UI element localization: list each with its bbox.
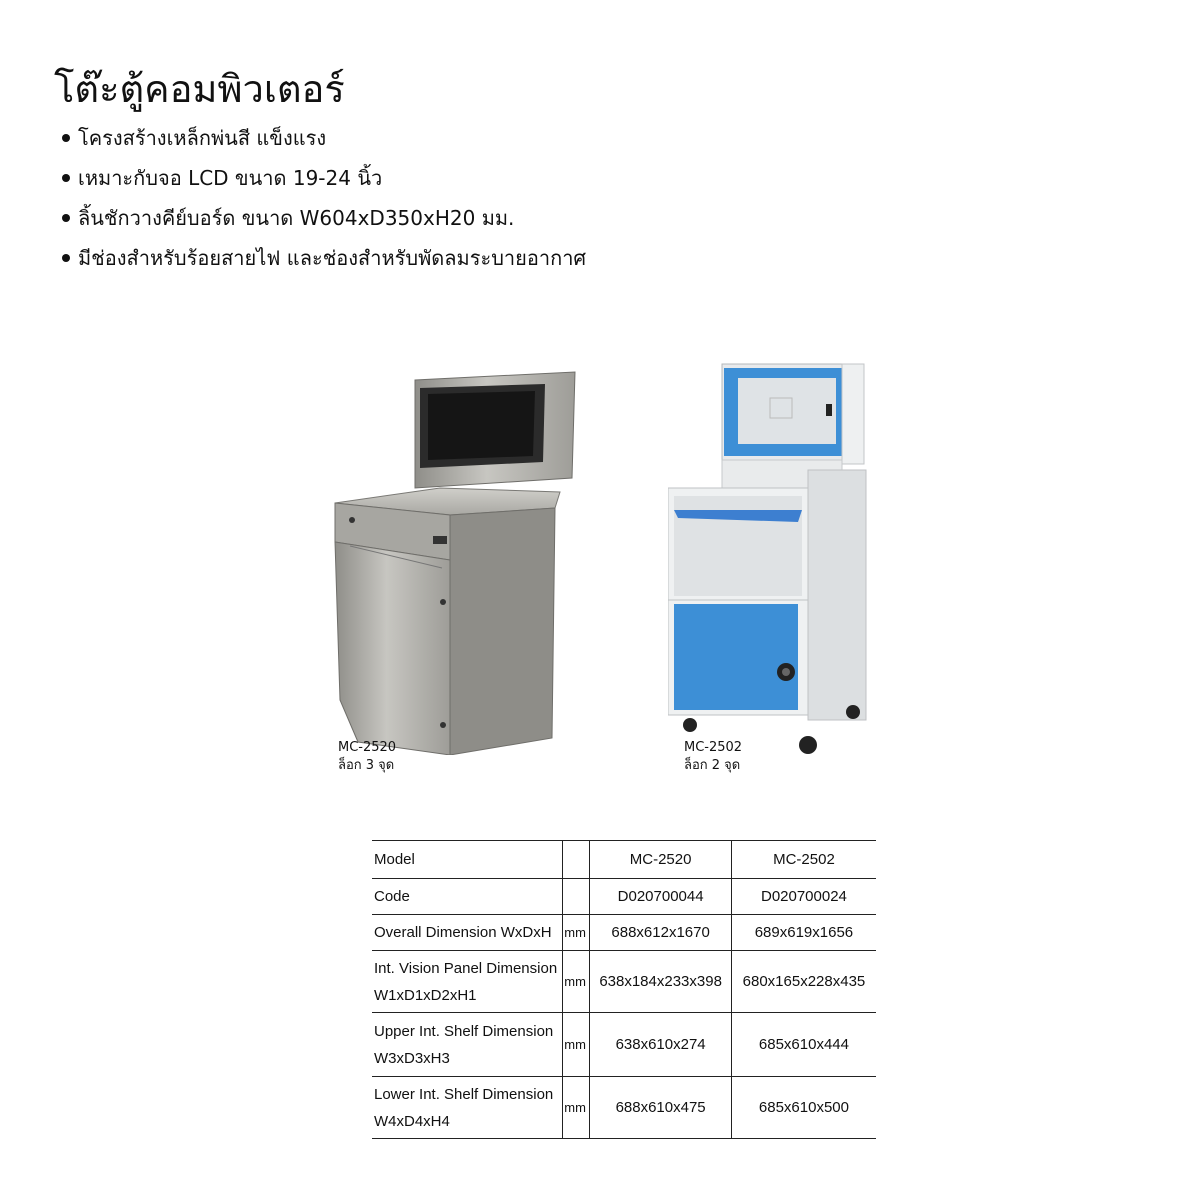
table-row bbox=[372, 1077, 876, 1139]
feature-item bbox=[62, 122, 586, 162]
feature-item bbox=[62, 202, 586, 242]
bullet-icon bbox=[62, 134, 70, 142]
unit-cell bbox=[563, 841, 590, 879]
value-mc-2502: 680x165x228x435 bbox=[731, 951, 876, 1013]
value-mc-2520: 688x610x475 bbox=[590, 1077, 732, 1139]
value-mc-2520: 638x184x233x398 bbox=[590, 951, 732, 1013]
product-lock: ล็อก 3 จุด bbox=[338, 758, 395, 773]
unit-cell: mm bbox=[563, 915, 590, 951]
row-label-line: Int. Vision Panel Dimension bbox=[374, 959, 558, 977]
header-mc-2520: MC-2520 bbox=[590, 841, 732, 879]
unit-cell bbox=[563, 879, 590, 915]
row-label-line: Upper Int. Shelf Dimension bbox=[374, 1022, 554, 1040]
feature-text: เหมาะกับจอ LCD ขนาด 19-24 นิ้ว bbox=[78, 166, 383, 190]
row-label-line: W4xD4xH4 bbox=[374, 1112, 450, 1130]
table-row bbox=[372, 879, 876, 915]
product-image-mc-2520 bbox=[330, 370, 580, 755]
row-label bbox=[372, 951, 563, 1013]
feature-text: โครงสร้างเหล็กพ่นสี แข็งแรง bbox=[78, 126, 327, 150]
table-row bbox=[372, 1013, 876, 1077]
header-label: Model bbox=[372, 841, 563, 879]
row-label-line: Lower Int. Shelf Dimension bbox=[374, 1085, 554, 1103]
value-mc-2502: 685x610x444 bbox=[731, 1013, 876, 1077]
row-label-line: W1xD1xD2xH1 bbox=[374, 986, 477, 1004]
header-mc-2502: MC-2502 bbox=[731, 841, 876, 879]
value-mc-2520: 688x612x1670 bbox=[590, 915, 732, 951]
value-mc-2502: D020700024 bbox=[731, 879, 876, 915]
table-header-row bbox=[372, 841, 876, 879]
feature-list bbox=[62, 122, 586, 282]
bullet-icon bbox=[62, 214, 70, 222]
row-label bbox=[372, 1077, 563, 1139]
feature-item bbox=[62, 162, 586, 202]
unit-cell: mm bbox=[563, 951, 590, 1013]
value-mc-2502: 689x619x1656 bbox=[731, 915, 876, 951]
feature-text: มีช่องสำหรับร้อยสายไฟ และช่องสำหรับพัดลมระบายอากาศ bbox=[78, 246, 587, 270]
bullet-icon bbox=[62, 174, 70, 182]
unit-cell: mm bbox=[563, 1013, 590, 1077]
bullet-icon bbox=[62, 254, 70, 262]
row-label: Code bbox=[372, 879, 563, 915]
row-label: Overall Dimension WxDxH bbox=[372, 915, 563, 951]
feature-text: ลิ้นชักวางคีย์บอร์ด ขนาด W604xD350xH20 มม. bbox=[78, 206, 515, 230]
product-model: MC-2520 bbox=[338, 740, 397, 755]
row-label-line: W3xD3xH3 bbox=[374, 1049, 450, 1067]
product-lock: ล็อก 2 จุด bbox=[684, 758, 741, 773]
feature-item bbox=[62, 242, 586, 282]
row-label bbox=[372, 1013, 563, 1077]
product-image-mc-2502 bbox=[668, 360, 878, 760]
spec-table bbox=[372, 840, 876, 1139]
product-caption bbox=[684, 739, 742, 775]
page-title: โต๊ะตู้คอมพิวเตอร์ bbox=[54, 67, 345, 111]
table-row bbox=[372, 915, 876, 951]
product-model: MC-2502 bbox=[684, 740, 743, 755]
value-mc-2520: 638x610x274 bbox=[590, 1013, 732, 1077]
value-mc-2520: D020700044 bbox=[590, 879, 732, 915]
table-row bbox=[372, 951, 876, 1013]
product-caption bbox=[338, 739, 396, 775]
value-mc-2502: 685x610x500 bbox=[731, 1077, 876, 1139]
unit-cell: mm bbox=[563, 1077, 590, 1139]
